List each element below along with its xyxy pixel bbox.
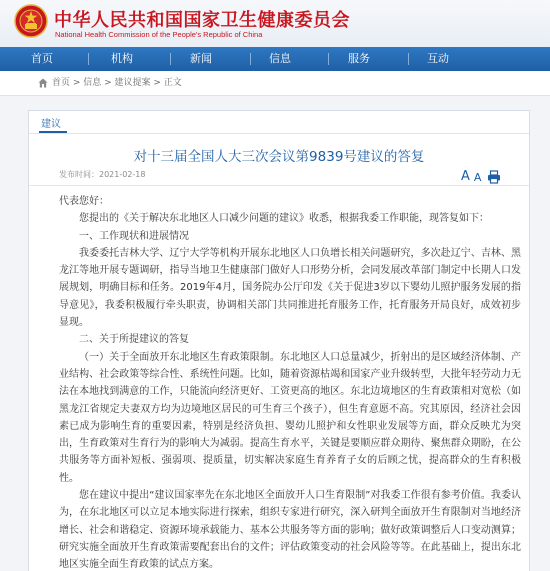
nav-item-news[interactable]: 新闻 bbox=[190, 52, 212, 65]
font-size-controls bbox=[461, 165, 501, 183]
national-emblem-icon[interactable] bbox=[14, 4, 48, 38]
category-tab[interactable]: 建议 bbox=[41, 119, 61, 130]
font-increase-button[interactable]: A bbox=[461, 169, 470, 184]
breadcrumb-path[interactable]: 首页 > 信息 > 建议提案 > 正文 bbox=[52, 78, 182, 88]
nav-separator bbox=[408, 53, 409, 65]
nav-separator bbox=[250, 53, 251, 65]
article-paragraph: 您提出的《关于解决东北地区人口减少问题的建议》收悉，根据我委工作职能，现答复如下： bbox=[79, 213, 489, 225]
print-icon[interactable] bbox=[487, 170, 501, 184]
site-header bbox=[0, 0, 550, 47]
article-section-heading: 一、工作现状和进展情况 bbox=[79, 230, 189, 242]
breadcrumb bbox=[0, 71, 550, 96]
article-title: 对十三届全国人大三次会议第9839号建议的答复 bbox=[133, 149, 425, 165]
article-paragraph: （一）关于全面放开东北地区生育政策限制。东北地区人口总量减少，折射出的是区域经济体制、产业结构、社会政策等综合性、系统性问题。比如，随着资源枯竭和国家产业升级转型，大批年轻劳动力无法在本地找到满意的工作，只能流向经济更好、工资更高的地区。东北边境地区的生育政策相对宽松（如黑龙江省规定夫妻双方均为边境地区居民的可生育三个孩子），但生育意愿不高。究其原因，经济社会因素已成为影响生育的重要因素，特别是经济负担、婴幼儿照护和女性职业发展等方面，群众反映尤为突出，生育政策对生育行为的影响大为减弱。提高生育水平，关键是要顺应群众期待、聚焦群众期盼，在公共服务等方面补短板、强弱项、提质量，切实解决家庭生育养育子女的后顾之忧，提高群众的生育积极性。 bbox=[59, 351, 521, 484]
article-section-heading: 二、关于所提建议的答复 bbox=[79, 334, 189, 346]
article-body bbox=[59, 193, 521, 571]
nav-separator bbox=[328, 53, 329, 65]
date-divider bbox=[29, 185, 529, 186]
nav-separator bbox=[88, 53, 89, 65]
article-paragraph: 我委委托吉林大学、辽宁大学等机构开展东北地区人口负增长相关问题研究，多次赴辽宁、吉林、黑龙江等地开展专题调研，指导当地卫生健康部门做好人口形势分析，会同发展改革部门制定中长期人口发展规划，明确目标和任务。2019年4月，国务院办公厅印发《关于促进3岁以下婴幼儿照护服务发展的指导意见》，我委积极履行牵头职责，协调相关部门共同推进托育服务工作，托育服务开局良好，成效初步显现。 bbox=[59, 247, 521, 329]
nav-separator bbox=[170, 53, 171, 65]
home-icon[interactable] bbox=[38, 78, 48, 88]
card-divider bbox=[29, 133, 529, 134]
main-nav bbox=[0, 47, 550, 71]
font-decrease-button[interactable]: A bbox=[473, 171, 482, 184]
nav-item-information[interactable]: 信息 bbox=[269, 52, 291, 65]
article-salutation: 代表您好： bbox=[59, 196, 109, 207]
article-paragraph: 您在建议中提出“建议国家率先在东北地区全面放开人口生育限制”对我委工作很有参考价值。我委认为，在东北地区可以立足本地实际进行探索，组织专家进行研究，深入研判全面放开生育限制对当地经济增长、社会和谐稳定、资源环境承载能力、基本公共服务等方面的影响；做好政策调整后人口变动测算；研究实施全面放开生育政策需要配套出台的文件；评估政策变动的社会风险等等。在此基础上，提出东北地区实施全面生育政策的试点方案。 bbox=[59, 490, 521, 571]
nav-item-services[interactable]: 服务 bbox=[348, 52, 370, 65]
nav-item-interaction[interactable]: 互动 bbox=[427, 52, 449, 65]
site-title[interactable]: 中华人民共和国国家卫生健康委员会 bbox=[54, 10, 350, 31]
nav-item-institutions[interactable]: 机构 bbox=[111, 52, 133, 65]
site-title-english: National Health Commission of the People's Republic of China bbox=[55, 30, 263, 39]
article-card bbox=[28, 110, 530, 571]
publish-date: 发布时间：2021-02-18 bbox=[59, 170, 146, 179]
nav-item-home[interactable]: 首页 bbox=[31, 52, 53, 65]
